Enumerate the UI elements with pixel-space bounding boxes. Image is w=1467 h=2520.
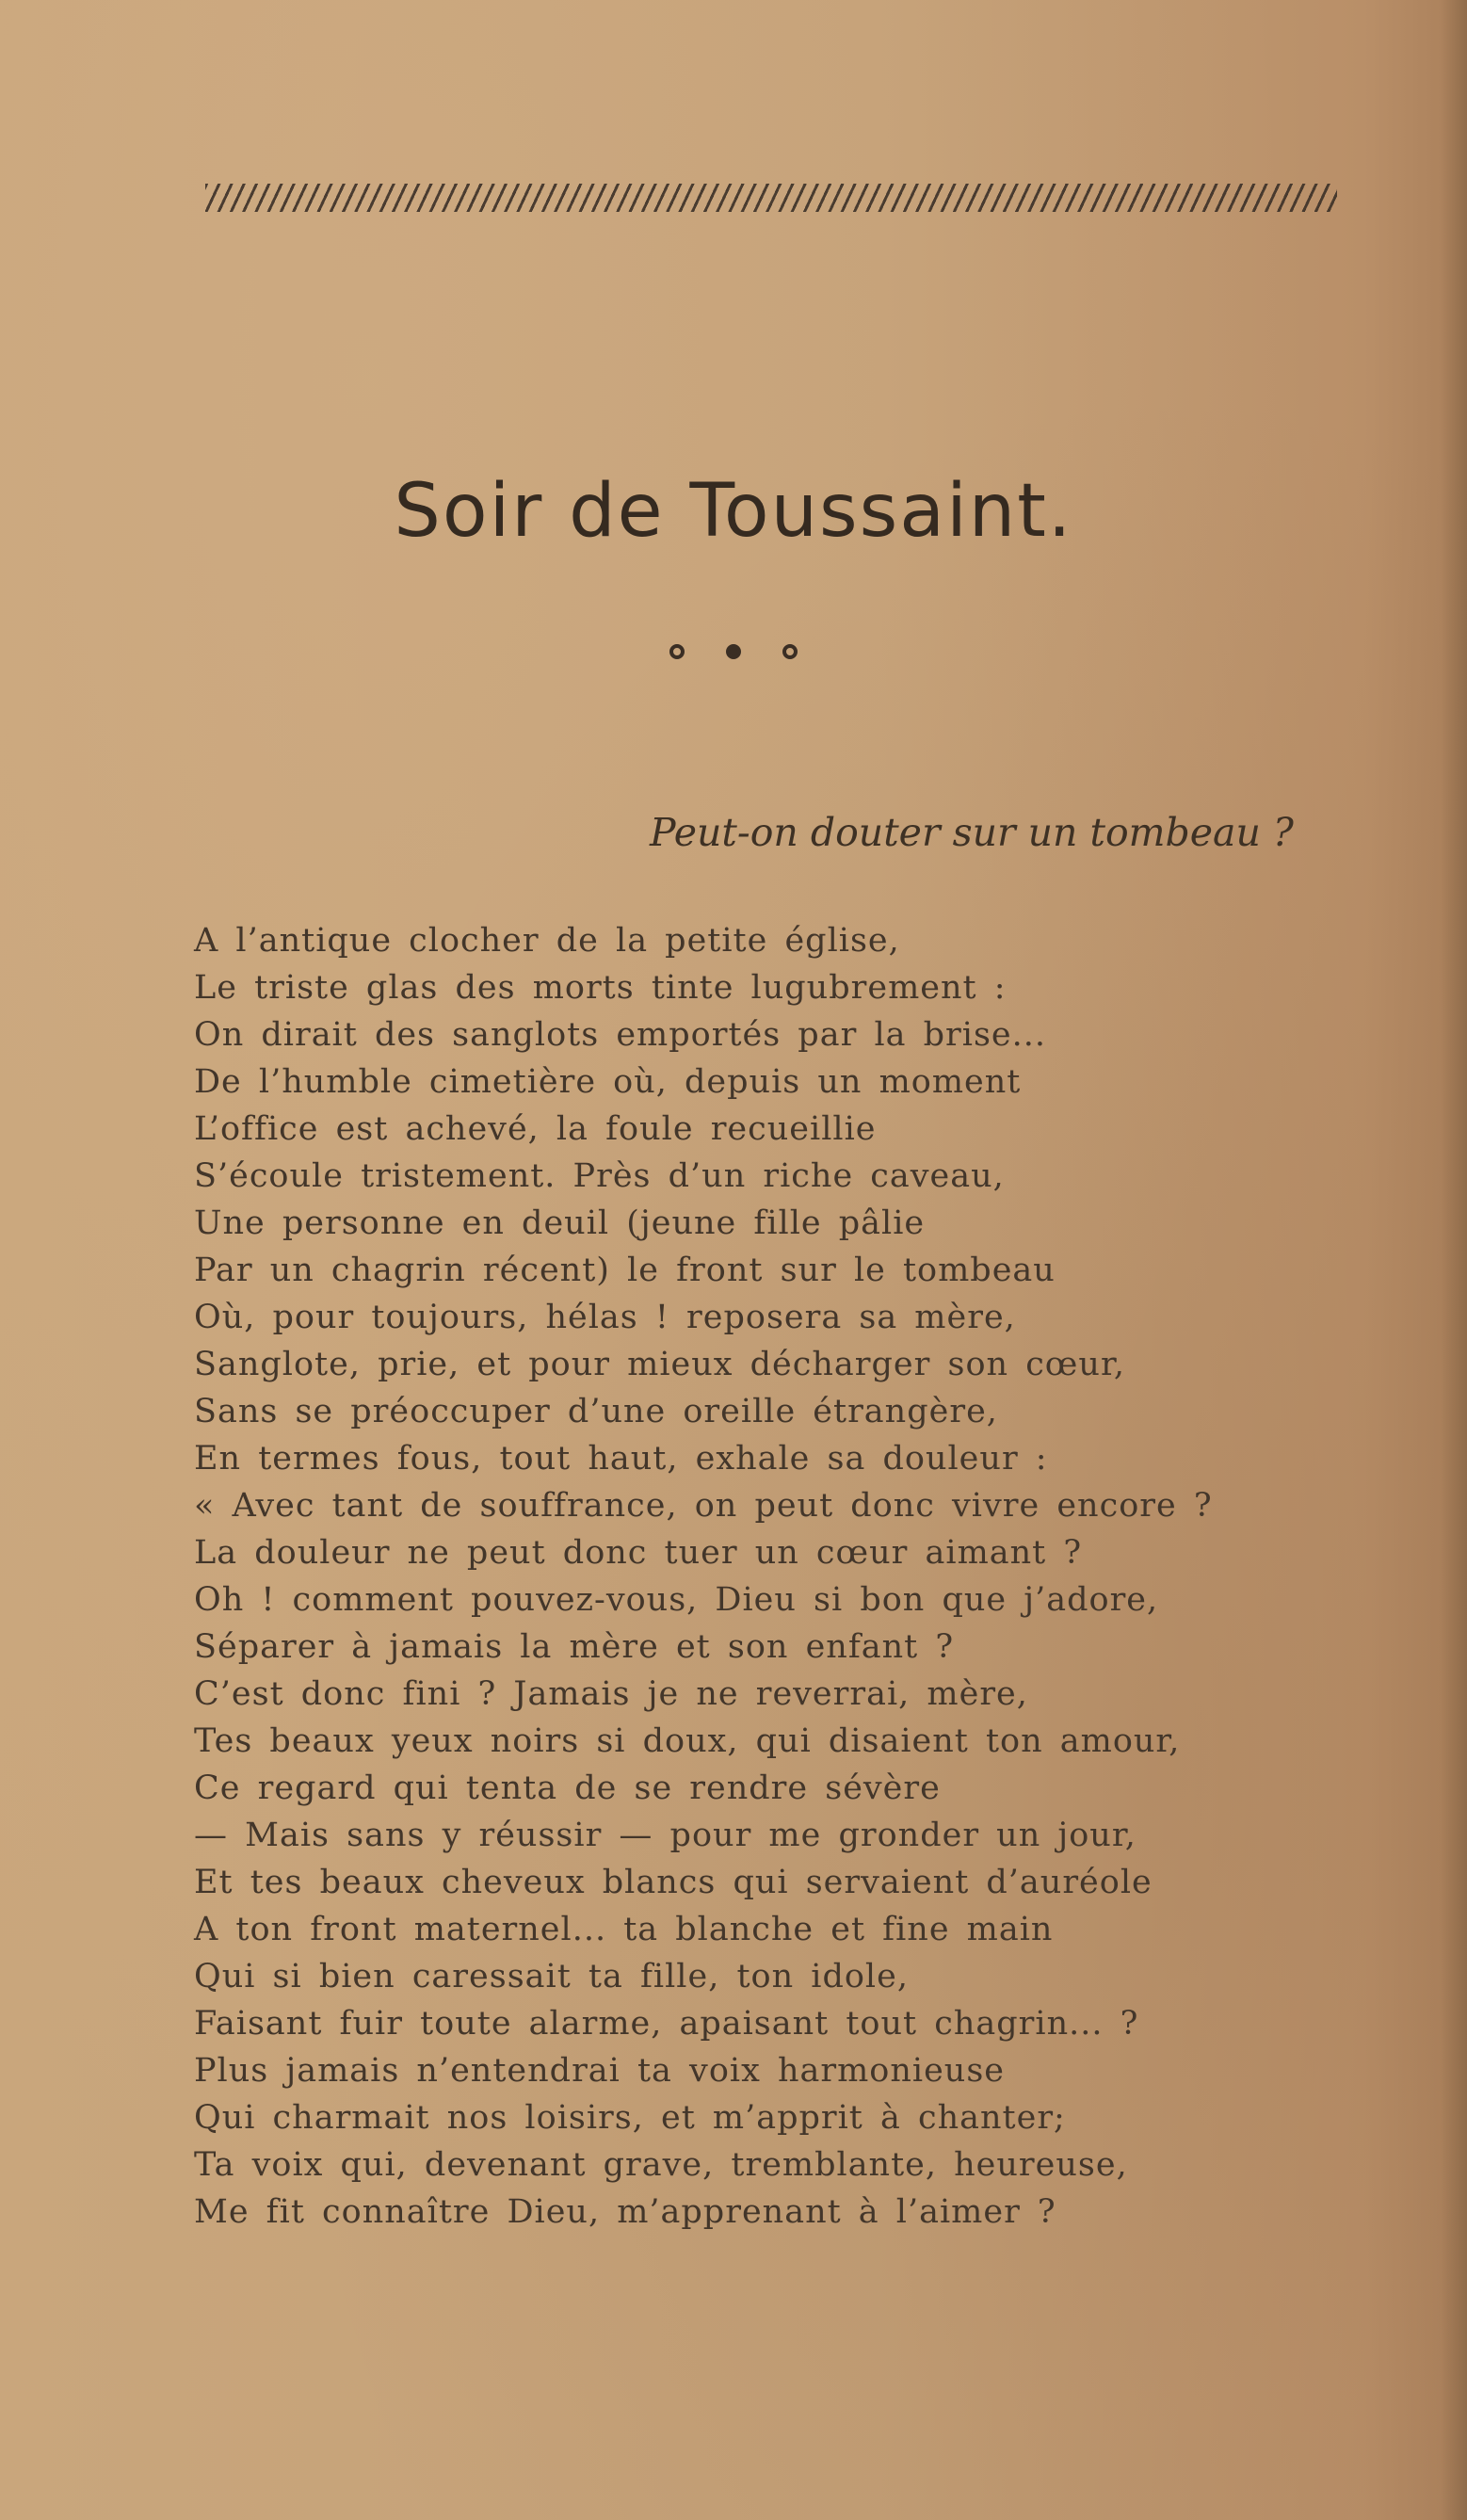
poem-line: Me fit connaître Dieu, m’apprenant à l’aimer ? xyxy=(194,2193,1056,2231)
filled-circle-icon xyxy=(726,644,741,659)
poem-line: Le triste glas des morts tinte lugubrement : xyxy=(194,969,1007,1007)
poem-line: Où, pour toujours, hélas ! reposera sa mère, xyxy=(194,1299,1016,1336)
poem-title: Soir de Toussaint. xyxy=(394,469,1073,554)
poem-line: Qui charmait nos loisirs, et m’apprit à chanter; xyxy=(194,2099,1066,2137)
poem-line: Et tes beaux cheveux blancs qui servaient d’auréole xyxy=(194,1864,1153,1901)
poem-line: L’office est achevé, la foule recueillie xyxy=(194,1110,877,1148)
poem-line: On dirait des sanglots emportés par la brise... xyxy=(194,1016,1047,1054)
poem-line: Qui si bien caressait ta fille, ton idole, xyxy=(194,1958,909,1995)
poem-line: Tes beaux yeux noirs si doux, qui disaient ton amour, xyxy=(194,1722,1181,1760)
poem-line: Ce regard qui tenta de se rendre sévère xyxy=(194,1769,941,1807)
section-separator xyxy=(0,633,1467,670)
poem-line: En termes fous, tout haut, exhale sa douleur : xyxy=(194,1440,1048,1478)
poem-line: « Avec tant de souffrance, on peut donc vivre encore ? xyxy=(194,1487,1213,1525)
poem-line: Sanglote, prie, et pour mieux décharger son cœur, xyxy=(194,1346,1125,1383)
page-edge xyxy=(1441,0,1467,2520)
open-circle-icon xyxy=(782,644,798,659)
poem-line: Par un chagrin récent) le front sur le tombeau xyxy=(194,1252,1056,1289)
poem-line: De l’humble cimetière où, depuis un moment xyxy=(194,1063,1022,1101)
poem-body xyxy=(194,917,1380,2236)
poem-line: Ta voix qui, devenant grave, tremblante, heureuse, xyxy=(194,2146,1128,2184)
poem-line: S’écoule tristement. Près d’un riche caveau, xyxy=(194,1157,1005,1195)
ornamental-header-rule xyxy=(205,184,1337,212)
open-circle-icon xyxy=(669,644,685,659)
poem-line: Faisant fuir toute alarme, apaisant tout chagrin... ? xyxy=(194,2005,1139,2043)
poem-line: C’est donc fini ? Jamais je ne reverrai, mère, xyxy=(194,1675,1028,1713)
poem-line: Plus jamais n’entendrai ta voix harmonieuse xyxy=(194,2052,1006,2090)
poem-line: — Mais sans y réussir — pour me gronder un jour, xyxy=(194,1817,1137,1854)
epigraph: Peut-on douter sur un tombeau ? xyxy=(650,810,1294,855)
poem-line: Oh ! comment pouvez-vous, Dieu si bon que j’adore, xyxy=(194,1581,1159,1619)
poem-line: Séparer à jamais la mère et son enfant ? xyxy=(194,1628,955,1666)
poem-line: Sans se préoccuper d’une oreille étrangère, xyxy=(194,1393,998,1430)
poem-line: A ton front maternel... ta blanche et fine main xyxy=(194,1911,1054,1948)
poem-line: La douleur ne peut donc tuer un cœur aimant ? xyxy=(194,1534,1083,1572)
poem-line: Une personne en deuil (jeune fille pâlie xyxy=(194,1204,926,1242)
poem-line: A l’antique clocher de la petite église, xyxy=(194,922,900,960)
